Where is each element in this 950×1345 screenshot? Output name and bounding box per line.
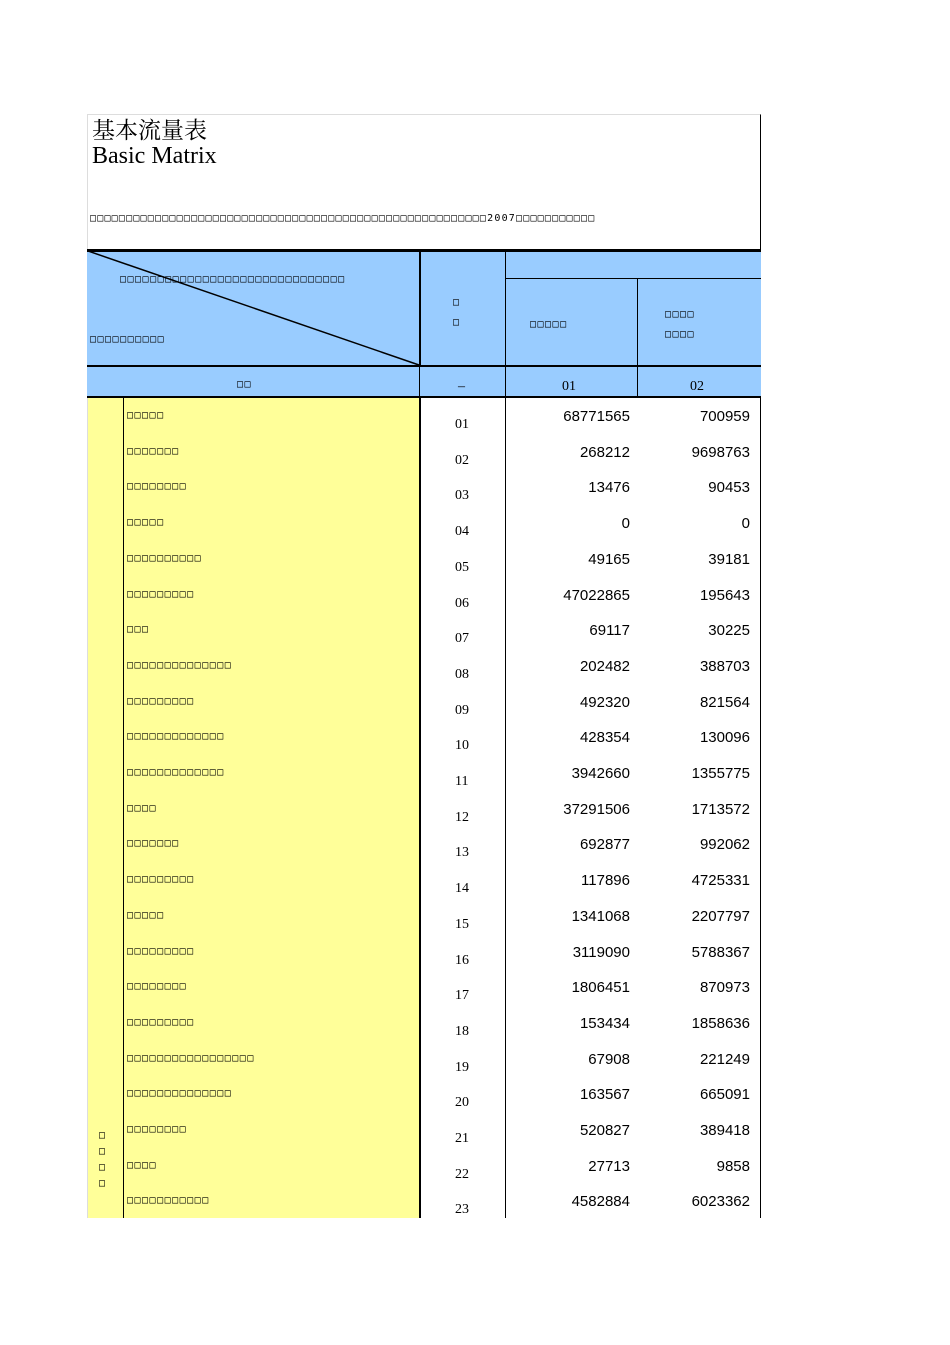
row-value-col01: 153434: [579, 1014, 630, 1032]
table-row: [0, 648, 950, 684]
row-value-col01: 13476: [588, 479, 630, 497]
row-value-col01: 67908: [588, 1050, 630, 1068]
row-code: 10: [455, 738, 469, 754]
row-code: 22: [455, 1166, 469, 1182]
row-code: 19: [455, 1059, 469, 1075]
row-value-col02: 700959: [699, 408, 750, 425]
header-code-col: □ □: [453, 297, 461, 328]
row-value-col01: 47022865: [563, 586, 630, 604]
header-diag-top-text: □□□□□□□□□□□□□□□□□□□□□□□□□□□□□□: [120, 274, 346, 285]
row-code: 14: [455, 881, 469, 897]
row-code: 13: [455, 845, 469, 861]
row-code: 12: [455, 809, 469, 825]
row-name: □□□□□□□□□□: [127, 552, 203, 564]
row-value-col02: 5788367: [691, 943, 750, 961]
table-row: [0, 398, 950, 434]
row-code: 07: [455, 631, 469, 647]
row-value-col01: 0: [621, 515, 630, 533]
row-value-col02: 821564: [699, 693, 750, 711]
table-row: [0, 1076, 950, 1112]
row-code: 08: [455, 666, 469, 682]
row-name: □□□□: [127, 802, 158, 814]
table-row: [0, 1005, 950, 1041]
row-value-col02: 0: [741, 515, 750, 533]
row-value-col01: 49165: [588, 550, 630, 568]
title-chinese: 基本流量表: [92, 118, 207, 144]
row-name: □□□□□□□□□□□: [127, 1195, 210, 1207]
row-name: □□□□□□□□□□□□□□: [127, 659, 233, 671]
row-name: □□□: [127, 624, 150, 636]
row-name: □□□□□□□□□: [127, 945, 195, 957]
row-value-col01: 492320: [579, 693, 630, 711]
header-subline: [505, 278, 761, 279]
row-value-col01: 202482: [579, 657, 630, 675]
title-english: Basic Matrix: [92, 143, 217, 169]
row-value-col01: 1341068: [571, 907, 630, 925]
row-value-col02: 221249: [699, 1050, 750, 1068]
row-name: □□□□□□□□□: [127, 695, 195, 707]
row-code: 18: [455, 1023, 469, 1039]
row-value-col01: 3119090: [572, 943, 630, 961]
row-value-col02: 6023362: [691, 1193, 750, 1211]
table-row: [0, 969, 950, 1005]
row-name: □□□□□□□□□: [127, 588, 195, 600]
row-code: 11: [455, 774, 469, 789]
row-code: 05: [455, 559, 469, 575]
row-name: □□□□□: [127, 517, 165, 529]
table-row: [0, 898, 950, 934]
row-value-col01: 117896: [581, 872, 630, 890]
row-value-col02: 870973: [699, 979, 750, 997]
row-code: 21: [455, 1131, 469, 1146]
table-note: □□□□□□□□□□□□□□□□□□□□□□□□□□□□□□□□□□□□□□□□□□□□□□□□□□□□□□□2007□□□□□□□□□□□: [90, 213, 596, 224]
table-row: [0, 1183, 950, 1219]
row-name: □□□□□□□□: [127, 981, 188, 993]
row-name: □□□□□: [127, 909, 165, 921]
row-code: 15: [455, 916, 469, 932]
table-row: [0, 791, 950, 827]
table-row: [0, 934, 950, 970]
row-code: 16: [455, 952, 469, 968]
row-value-col01: 3942660: [571, 765, 630, 782]
table-row: [0, 684, 950, 720]
row-code: 20: [455, 1095, 469, 1111]
row-name: □□□□: [127, 1159, 158, 1171]
table-row: [0, 612, 950, 648]
row-value-col02: 30225: [708, 622, 750, 640]
row-value-col02: 195643: [699, 586, 750, 604]
code-row-col2: 02: [690, 379, 704, 394]
row-value-col02: 130096: [699, 729, 750, 747]
table-row: [0, 541, 950, 577]
table-row: [0, 469, 950, 505]
row-value-col01: 163567: [579, 1086, 630, 1104]
header-diag-bottom-text: □□□□□□□□□□: [90, 334, 166, 345]
row-value-col02: 665091: [699, 1086, 750, 1104]
row-code: 03: [455, 488, 469, 504]
code-row-col1: 01: [562, 379, 576, 394]
row-name: □□□□□□□□: [127, 1124, 188, 1135]
header-divider-2: [505, 251, 506, 367]
table-row: [0, 1041, 950, 1077]
row-name: □□□□□: [127, 410, 165, 421]
row-name: □□□□□□□□: [127, 481, 188, 493]
code-row-name: □□: [237, 379, 253, 390]
table-row: [0, 719, 950, 755]
row-value-col02: 9858: [716, 1157, 750, 1175]
row-value-col01: 68771565: [563, 408, 630, 425]
row-name: □□□□□□□: [127, 445, 180, 457]
row-value-col02: 90453: [708, 479, 750, 497]
row-value-col02: 9698763: [691, 443, 750, 461]
row-value-col01: 692877: [579, 836, 630, 854]
row-name: □□□□□□□□□□□□□: [127, 767, 225, 778]
header-col-01: □□□□□: [530, 319, 568, 330]
row-value-col02: 2207797: [691, 907, 750, 925]
row-value-col02: 39181: [708, 550, 750, 568]
table-row: [0, 826, 950, 862]
row-name: □□□□□□□□□: [127, 874, 195, 886]
row-code: 01: [455, 417, 469, 432]
row-value-col01: 27713: [588, 1157, 630, 1175]
table-row: [0, 862, 950, 898]
row-value-col01: 268212: [579, 443, 630, 461]
table-row: [0, 755, 950, 791]
row-value-col02: 992062: [699, 836, 750, 854]
row-name: □□□□□□□□□□□□□: [127, 731, 225, 743]
row-value-col02: 1858636: [691, 1014, 750, 1032]
row-value-col02: 4725331: [691, 872, 750, 890]
row-value-col01: 4582884: [571, 1193, 630, 1211]
row-value-col02: 388703: [699, 657, 750, 675]
header-col-02-line2: □□□□: [665, 329, 696, 340]
table-row: [0, 505, 950, 541]
row-value-col02: 389418: [699, 1122, 750, 1139]
code-row: [87, 367, 761, 398]
table-row: [0, 577, 950, 613]
row-code: 02: [455, 452, 469, 468]
header-divider-3: [637, 279, 638, 367]
row-code: 06: [455, 595, 469, 611]
row-value-col01: 37291506: [563, 800, 630, 818]
row-name: □□□□□□□: [127, 838, 180, 850]
table-row: [0, 1112, 950, 1148]
row-name: □□□□□□□□□□□□□□□□□: [127, 1052, 255, 1064]
side-label: □ □ □ □: [98, 1130, 106, 1189]
header-col-02-line1: □□□□: [665, 309, 696, 320]
row-value-col02: 1355775: [691, 765, 750, 782]
code-row-code: –: [458, 379, 465, 394]
row-code: 04: [455, 524, 469, 540]
row-name: □□□□□□□□□□□□□□: [127, 1088, 233, 1100]
row-value-col01: 69117: [589, 622, 630, 640]
row-value-col01: 1806451: [571, 979, 630, 997]
table-row: [0, 434, 950, 470]
row-code: 23: [455, 1202, 469, 1218]
row-value-col01: 520827: [579, 1122, 630, 1139]
row-code: 09: [455, 702, 469, 718]
row-code: 17: [455, 988, 469, 1004]
row-value-col02: 1713572: [691, 800, 750, 818]
row-name: □□□□□□□□□: [127, 1016, 195, 1028]
header-diagonal-line: [88, 251, 420, 367]
row-value-col01: 428354: [579, 729, 630, 747]
table-row: [0, 1148, 950, 1184]
